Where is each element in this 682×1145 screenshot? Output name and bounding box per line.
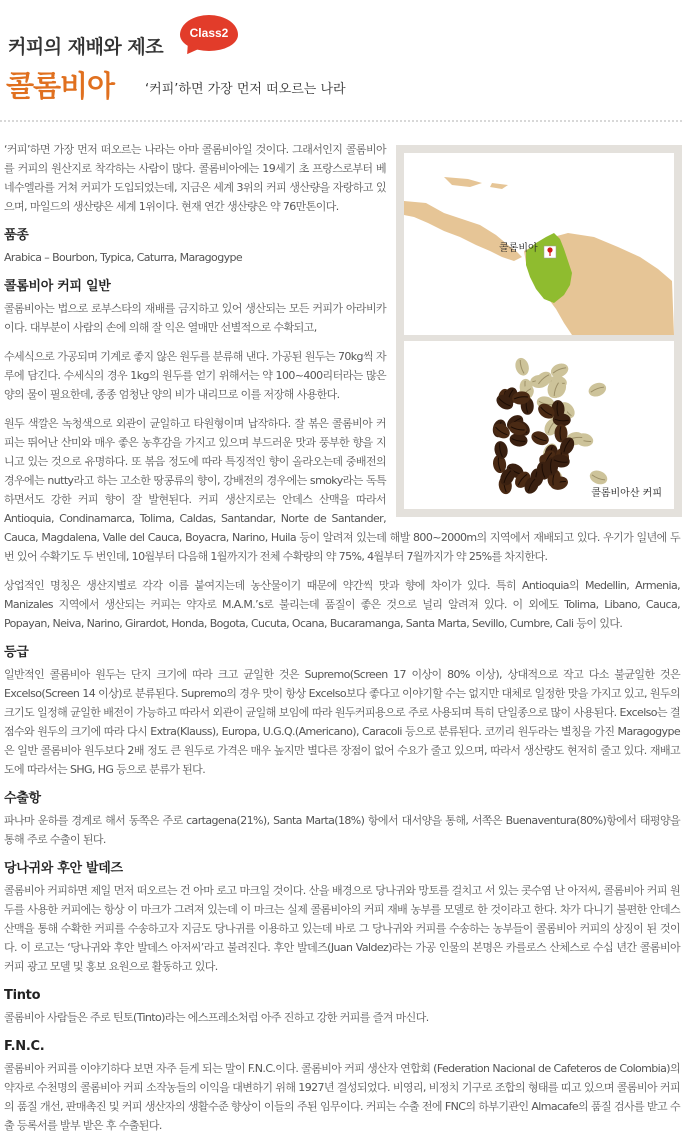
article-body [4, 140, 680, 1145]
map-label: 콜롬비아 [499, 243, 538, 254]
intro-paragraph: ‘커피’하면 가장 먼저 떠오르는 나라는 아마 콜롬비아일 것이다. 그래서인지 콜롬비아를 커피의 원산지로 착각하는 사람이 많다. 콜롬비아에는 19세기 초 프랑스로부터 베네수엘라를 거쳐 커피가 도입되었는데, 지금은 세계 3위의 커피 생산량을 자랑하고 있으며, 마일드의 생산량은 세계 1위이다. 현재 연간 생산량은 약 76만톤이다. [4, 143, 386, 213]
section-paragraph: 콜롬비아 커피를 이야기하다 보면 자주 듣게 되는 말이 F.N.C.이다. 콜롬비아 커피 생산자 연합회 (Federation Nacional de Cafeteros de Colombia)의 약자로 수천명의 콜롬비아 커피 소작농들의 이익을 대변하기 위해 1927년 결성되었다. 비영리, 비정치 기구로 조합의 형태를 띠고 있으며 콜롬비아 커피의 품질 개선, 판매촉진 및 커피 생산자의 생활수준 향상이 이들의 주된 임무이다. 커피는 수출 전에 FNC의 하부기관인 Almacafe의 품질 검사를 받고 수출 등록서를 발부 받은 후 수출된다. [4, 1062, 680, 1132]
section-paragraph: 파나마 운하를 경계로 해서 동쪽은 주로 cartagena(21%), Santa Marta(18%) 항에서 대서양을 통해, 서쪽은 Buenaventura(80%)항에서 태평양을 통해 주로 수출이 된다. [4, 814, 680, 846]
dotted-divider [0, 120, 682, 122]
section-paragraph: 일반적인 콜롬비아 원두는 단지 크기에 따라 크고 균일한 것은 Supremo(Screen 17 이상이 80% 이상), 상대적으로 작고 다소 불균일한 것은 Excelso(Screen 14 이상)로 분류된다. Supremo의 경우 맛이 항상 Excelso보다 좋다고 이야기할 수는 없지만 대체로 일정한 맛을 가지고 있고, 원두의 크기도 일정해 균일한 배전이 가능하고 따라서 외관이 균일해 보임에 따라 원두커피용으로 주로 사용되며 특히 단일종으로 많이 사용된다. Excelso는 결점수와 원두의 크기에 따라 다시 Extra(Klauss), Europa, U.G.Q.(Americano), Caracoli 등으로 분류된다. 코끼리 원두라는 별칭을 가진 Maragogype은 일반 콜롬비아 원두보다 2배 정도 큰 원두로 가격은 매우 높지만 별다른 장점이 없어 수요가 줄고 있으며, 따라서 생산량도 현저히 줄고 있다. 재배고도에 따라서는 SHG, HG 등으로 분류가 된다. [4, 668, 680, 776]
section-paragraph: 상업적인 명칭은 생산지별로 각각 이름 붙여지는데 농산물이기 때문에 약간씩 맛과 향에 차이가 있다. 특히 Antioquia의 Medellin, Armenia, Manizales 지역에서 생산되는 커피는 약자로 M.A.M.’s로 불리는데 품질이 좋은 것으로 널리 알려져 있다. 이 외에도 Tolima, Libano, Cauca, Popayan, Neiva, Narino, Girardot, Honda, Bogota, Cucuta, Ocana, Bucaramanga, Santa Marta, Sevillo, Cumbre, Cali 등이 있다. [4, 579, 680, 630]
section-paragraph: 수세식으로 가공되며 기계로 좋지 않은 원두를 분류해 낸다. 가공된 원두는 70kg씩 자루에 담긴다. 수세식의 경우 1kg의 원두를 얻기 위해서는 약 100~400리터라는 많은 양의 물이 필요한데, 종종 엄청난 양의 비가 내리므로 이를 저장해 사용한다. [4, 350, 386, 401]
section-heading: 품종 [4, 228, 29, 243]
section-heading: Tinto [4, 988, 41, 1003]
country-subtitle: ‘커피’하면 가장 먼저 떠오르는 나라 [145, 82, 346, 97]
section-heading: 당나귀와 후안 발데즈 [4, 861, 123, 876]
section-heading: 수출항 [4, 791, 41, 806]
section-heading: 등급 [4, 645, 29, 660]
beans-caption: 콜롬비아산 커피 [591, 488, 662, 499]
series-title: 커피의 재배와 제조 [8, 36, 164, 58]
section-heading: 콜롬비아 커피 일반 [4, 279, 111, 294]
class-badge: Class2 [180, 15, 238, 51]
section-paragraph: 콜롬비아 사람들은 주로 틴토(Tinto)라는 에스프레소처럼 아주 진하고 강한 커피를 즐겨 마신다. [4, 1011, 429, 1024]
section-paragraph: 원두 색깔은 녹청색으로 외관이 균일하고 타원형이며 납작하다. 잘 볶은 콜롬비아 커피는 뛰어난 산미와 매우 좋은 농후감을 가지고 있으며 부드러운 맛과 풍부한 향을 지니고 있는 것으로 유명하다. 또 볶음 정도에 따라 특징적인 향이 올라오는데 중배전의 경우에는 nutty라고 하는 고소한 땅콩류의 향이, 강배전의 경우에는 smoky라는 독특하면서도 강한 커피 향이 잘 발현된다. 커피 생산지로는 안데스 산맥을 따라서Antioquia, Condinamarca, Tolima, Caldas, Santandar, Norte de Santander, Cauca, Magdalena, Valle del Cauca, Boyacra, Narino, Huila 등이 알려져 있는데 해발 800~2000m의 지역에서 재배되고 있다. 우기가 일년에 두 번 있어 수확기도 두 번인데, 10월부터 다음해 1월까지가 전체 수확량의 약 75%, 4월부터 7월까지가 약 25%를 차지한다. [4, 417, 680, 563]
figure-float-spacer [386, 140, 680, 525]
country-title: 콜롬비아 [6, 69, 115, 103]
section-paragraph: 콜롬비아는 법으로 로부스타의 재배를 금지하고 있어 생산되는 모든 커피가 아라비카이다. 대부분이 사람의 손에 의해 잘 익은 열매만 선별적으로 수확되고, [4, 302, 386, 334]
section-paragraph: Arabica – Bourbon, Typica, Caturra, Maragogype [4, 251, 243, 264]
section-heading: F.N.C. [4, 1039, 45, 1054]
section-paragraph: 콜롬비아 커피하면 제일 먼저 떠오르는 건 아마 로고 마크일 것이다. 산을 배경으로 당나귀와 망토를 걸치고 서 있는 콧수염 난 아저씨, 콜롬비아 커피 원두를 사용한 커피에는 항상 이 마크가 그려져 있는데 이 마크는 실제 콜롬비아의 커피 재배 농부를 모델로 한 것이라고 한다. 차가 다니기 불편한 안데스 산맥을 통해 수확한 커피를 수송하고자 지금도 당나귀를 이용하고 있는데 바로 그 당나귀와 커피를 수송하는 농부들이 콜롬비아 커피의 상징이 된 것이다. 이 로고는 ‘당나귀와 후안 발데스 아저씨’라고 불려진다. 후안 발데즈(Juan Valdez)라는 가공 인물의 본명은 카를로스 산체스로 수십 년간 콜롬비아 커피 광고 모델 및 홍보 요원으로 활동하고 있다. [4, 884, 680, 973]
